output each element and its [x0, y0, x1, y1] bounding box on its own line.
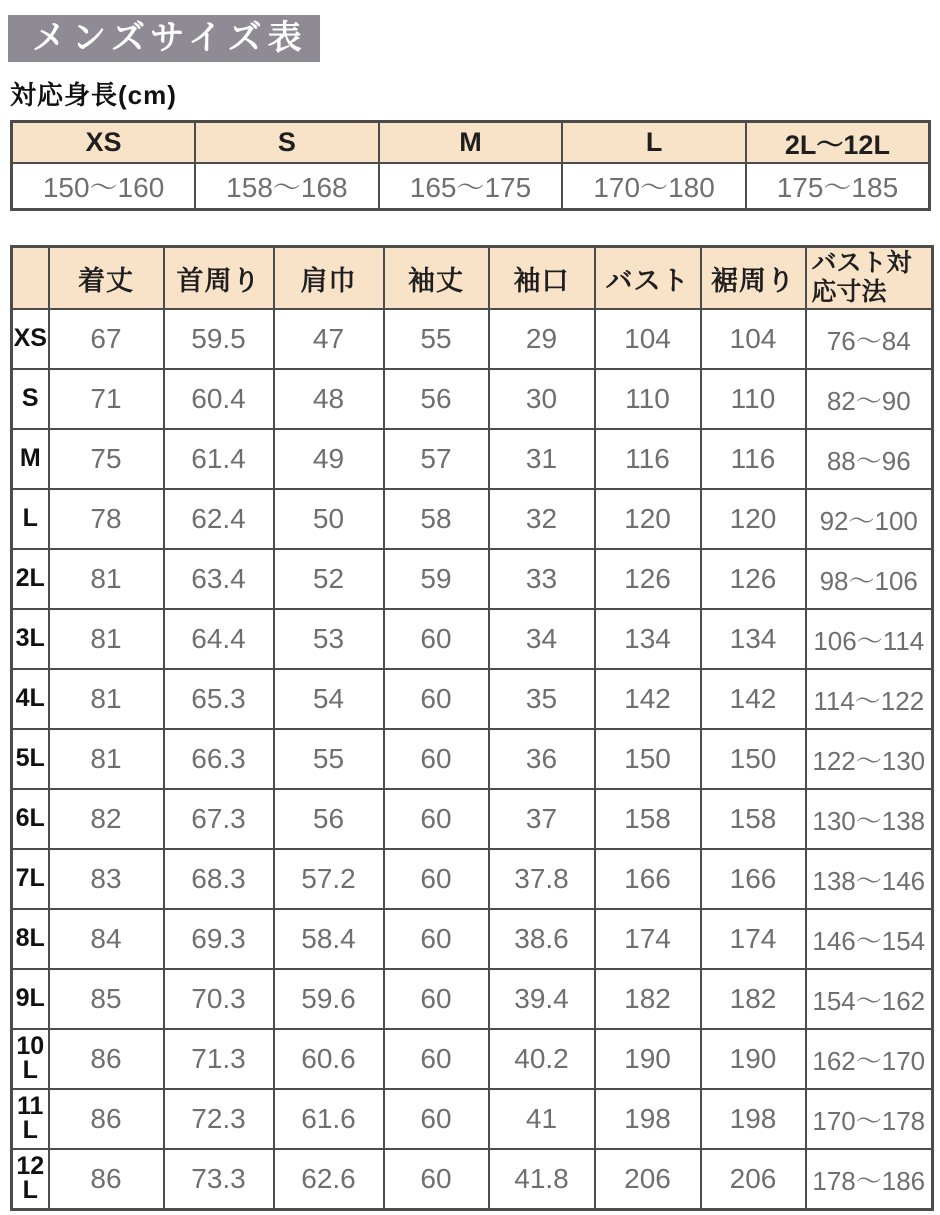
size-value-cell: 75	[49, 429, 164, 489]
height-value-cell: 150〜160	[12, 163, 196, 210]
size-value-cell: 60	[384, 909, 489, 969]
size-value-cell: 182	[595, 969, 701, 1029]
size-column-header: 首周り	[164, 247, 274, 310]
size-table	[10, 245, 934, 1211]
size-value-cell: 81	[49, 549, 164, 609]
size-value-cell: 60	[384, 609, 489, 669]
size-value-cell: 73.3	[164, 1149, 274, 1210]
size-value-cell: 37	[489, 789, 595, 849]
size-value-cell: 60	[384, 849, 489, 909]
size-value-cell: 60	[384, 1029, 489, 1089]
size-value-cell: 158	[701, 789, 806, 849]
size-value-cell: 60	[384, 969, 489, 1029]
size-column-header: 裾周り	[701, 247, 806, 310]
size-value-cell: 126	[701, 549, 806, 609]
size-value-cell: 66.3	[164, 729, 274, 789]
size-row-label: 5L	[12, 729, 49, 789]
size-value-cell: 78	[49, 489, 164, 549]
size-value-cell: 134	[701, 609, 806, 669]
size-value-cell: 56	[274, 789, 384, 849]
size-value-cell: 134	[595, 609, 701, 669]
size-value-cell: 82〜90	[806, 369, 933, 429]
size-row-label: 12L	[12, 1149, 49, 1210]
size-value-cell: 206	[701, 1149, 806, 1210]
size-value-cell: 126	[595, 549, 701, 609]
size-value-cell: 41	[489, 1089, 595, 1149]
size-value-cell: 62.6	[274, 1149, 384, 1210]
size-column-header: バスト対応寸法	[806, 247, 933, 310]
size-value-cell: 63.4	[164, 549, 274, 609]
size-value-cell: 61.6	[274, 1089, 384, 1149]
size-row-label: S	[12, 369, 49, 429]
size-value-cell: 32	[489, 489, 595, 549]
size-value-cell: 198	[701, 1089, 806, 1149]
size-value-cell: 120	[701, 489, 806, 549]
size-value-cell: 81	[49, 609, 164, 669]
size-value-cell: 60	[384, 789, 489, 849]
size-value-cell: 162〜170	[806, 1029, 933, 1089]
size-value-cell: 47	[274, 309, 384, 369]
size-column-header: バスト	[595, 247, 701, 310]
size-value-cell: 182	[701, 969, 806, 1029]
size-table-row	[12, 669, 933, 729]
size-value-cell: 88〜96	[806, 429, 933, 489]
size-value-cell: 59	[384, 549, 489, 609]
size-value-cell: 58.4	[274, 909, 384, 969]
size-value-cell: 60	[384, 729, 489, 789]
size-table-row	[12, 909, 933, 969]
height-column-header: S	[195, 122, 379, 164]
size-value-cell: 104	[701, 309, 806, 369]
height-column-header: 2L〜12L	[746, 122, 930, 164]
size-value-cell: 57.2	[274, 849, 384, 909]
size-value-cell: 62.4	[164, 489, 274, 549]
size-value-cell: 92〜100	[806, 489, 933, 549]
size-value-cell: 104	[595, 309, 701, 369]
size-value-cell: 206	[595, 1149, 701, 1210]
size-value-cell: 59.6	[274, 969, 384, 1029]
size-column-header: 肩巾	[274, 247, 384, 310]
size-value-cell: 86	[49, 1029, 164, 1089]
size-value-cell: 39.4	[489, 969, 595, 1029]
size-row-label: 10L	[12, 1029, 49, 1089]
size-value-cell: 166	[595, 849, 701, 909]
size-value-cell: 31	[489, 429, 595, 489]
size-column-header: 袖口	[489, 247, 595, 310]
size-value-cell: 58	[384, 489, 489, 549]
size-value-cell: 170〜178	[806, 1089, 933, 1149]
size-value-cell: 81	[49, 729, 164, 789]
size-value-cell: 166	[701, 849, 806, 909]
size-chart-page	[0, 15, 940, 1215]
size-value-cell: 116	[595, 429, 701, 489]
size-value-cell: 69.3	[164, 909, 274, 969]
size-value-cell: 86	[49, 1149, 164, 1210]
size-row-label: 8L	[12, 909, 49, 969]
size-row-label: 9L	[12, 969, 49, 1029]
size-row-label: L	[12, 489, 49, 549]
size-row-label: 7L	[12, 849, 49, 909]
height-table-header-row	[12, 122, 930, 164]
size-value-cell: 67.3	[164, 789, 274, 849]
height-column-header: M	[379, 122, 563, 164]
size-value-cell: 116	[701, 429, 806, 489]
size-value-cell: 83	[49, 849, 164, 909]
size-value-cell: 34	[489, 609, 595, 669]
size-value-cell: 120	[595, 489, 701, 549]
size-value-cell: 142	[595, 669, 701, 729]
size-value-cell: 174	[701, 909, 806, 969]
size-table-row	[12, 549, 933, 609]
size-value-cell: 29	[489, 309, 595, 369]
size-value-cell: 48	[274, 369, 384, 429]
size-table-row	[12, 429, 933, 489]
size-value-cell: 110	[701, 369, 806, 429]
size-table-row	[12, 309, 933, 369]
size-value-cell: 33	[489, 549, 595, 609]
size-row-label: 6L	[12, 789, 49, 849]
size-value-cell: 41.8	[489, 1149, 595, 1210]
size-value-cell: 60	[384, 669, 489, 729]
size-value-cell: 71	[49, 369, 164, 429]
size-column-header: 着丈	[49, 247, 164, 310]
size-value-cell: 56	[384, 369, 489, 429]
size-value-cell: 178〜186	[806, 1149, 933, 1210]
size-table-row	[12, 369, 933, 429]
size-value-cell: 60	[384, 1149, 489, 1210]
size-value-cell: 106〜114	[806, 609, 933, 669]
size-table-row	[12, 489, 933, 549]
size-value-cell: 82	[49, 789, 164, 849]
height-table-value-row	[12, 163, 930, 210]
size-table-row	[12, 969, 933, 1029]
page-title: メンズサイズ表	[8, 15, 320, 62]
size-value-cell: 37.8	[489, 849, 595, 909]
height-value-cell: 170〜180	[562, 163, 746, 210]
height-section-label: 対応身長(cm)	[10, 80, 177, 110]
size-table-row	[12, 1149, 933, 1210]
size-table-row	[12, 789, 933, 849]
height-table	[10, 120, 931, 211]
size-value-cell: 190	[701, 1029, 806, 1089]
size-value-cell: 130〜138	[806, 789, 933, 849]
size-value-cell: 30	[489, 369, 595, 429]
size-value-cell: 52	[274, 549, 384, 609]
size-value-cell: 67	[49, 309, 164, 369]
size-row-label: 3L	[12, 609, 49, 669]
size-value-cell: 55	[384, 309, 489, 369]
size-value-cell: 72.3	[164, 1089, 274, 1149]
size-value-cell: 60.6	[274, 1029, 384, 1089]
size-table-row	[12, 609, 933, 669]
size-value-cell: 190	[595, 1029, 701, 1089]
size-value-cell: 61.4	[164, 429, 274, 489]
size-value-cell: 198	[595, 1089, 701, 1149]
size-row-label: XS	[12, 309, 49, 369]
size-value-cell: 40.2	[489, 1029, 595, 1089]
size-table-row	[12, 729, 933, 789]
size-value-cell: 60	[384, 1089, 489, 1149]
size-value-cell: 64.4	[164, 609, 274, 669]
size-value-cell: 84	[49, 909, 164, 969]
size-column-header: 袖丈	[384, 247, 489, 310]
size-value-cell: 154〜162	[806, 969, 933, 1029]
size-value-cell: 86	[49, 1089, 164, 1149]
size-value-cell: 53	[274, 609, 384, 669]
size-table-row	[12, 849, 933, 909]
height-column-header: L	[562, 122, 746, 164]
size-value-cell: 98〜106	[806, 549, 933, 609]
size-table-header-row	[12, 247, 933, 310]
size-row-label: 2L	[12, 549, 49, 609]
size-value-cell: 122〜130	[806, 729, 933, 789]
size-value-cell: 110	[595, 369, 701, 429]
size-value-cell: 150	[595, 729, 701, 789]
size-table-row	[12, 1029, 933, 1089]
size-value-cell: 150	[701, 729, 806, 789]
size-value-cell: 50	[274, 489, 384, 549]
size-table-row	[12, 1089, 933, 1149]
size-value-cell: 54	[274, 669, 384, 729]
size-value-cell: 146〜154	[806, 909, 933, 969]
size-value-cell: 49	[274, 429, 384, 489]
size-value-cell: 158	[595, 789, 701, 849]
size-value-cell: 68.3	[164, 849, 274, 909]
size-value-cell: 60.4	[164, 369, 274, 429]
size-row-label: 4L	[12, 669, 49, 729]
size-value-cell: 59.5	[164, 309, 274, 369]
size-value-cell: 114〜122	[806, 669, 933, 729]
size-value-cell: 142	[701, 669, 806, 729]
size-value-cell: 36	[489, 729, 595, 789]
size-row-label: 11L	[12, 1089, 49, 1149]
size-value-cell: 174	[595, 909, 701, 969]
size-value-cell: 71.3	[164, 1029, 274, 1089]
size-row-label: M	[12, 429, 49, 489]
size-value-cell: 81	[49, 669, 164, 729]
size-value-cell: 85	[49, 969, 164, 1029]
size-value-cell: 76〜84	[806, 309, 933, 369]
corner-cell	[12, 247, 49, 310]
size-table-body	[12, 309, 933, 1210]
size-value-cell: 55	[274, 729, 384, 789]
size-value-cell: 38.6	[489, 909, 595, 969]
size-value-cell: 35	[489, 669, 595, 729]
height-value-cell: 175〜185	[746, 163, 930, 210]
height-value-cell: 165〜175	[379, 163, 563, 210]
size-value-cell: 138〜146	[806, 849, 933, 909]
height-column-header: XS	[12, 122, 196, 164]
size-value-cell: 57	[384, 429, 489, 489]
height-value-cell: 158〜168	[195, 163, 379, 210]
size-value-cell: 70.3	[164, 969, 274, 1029]
size-value-cell: 65.3	[164, 669, 274, 729]
